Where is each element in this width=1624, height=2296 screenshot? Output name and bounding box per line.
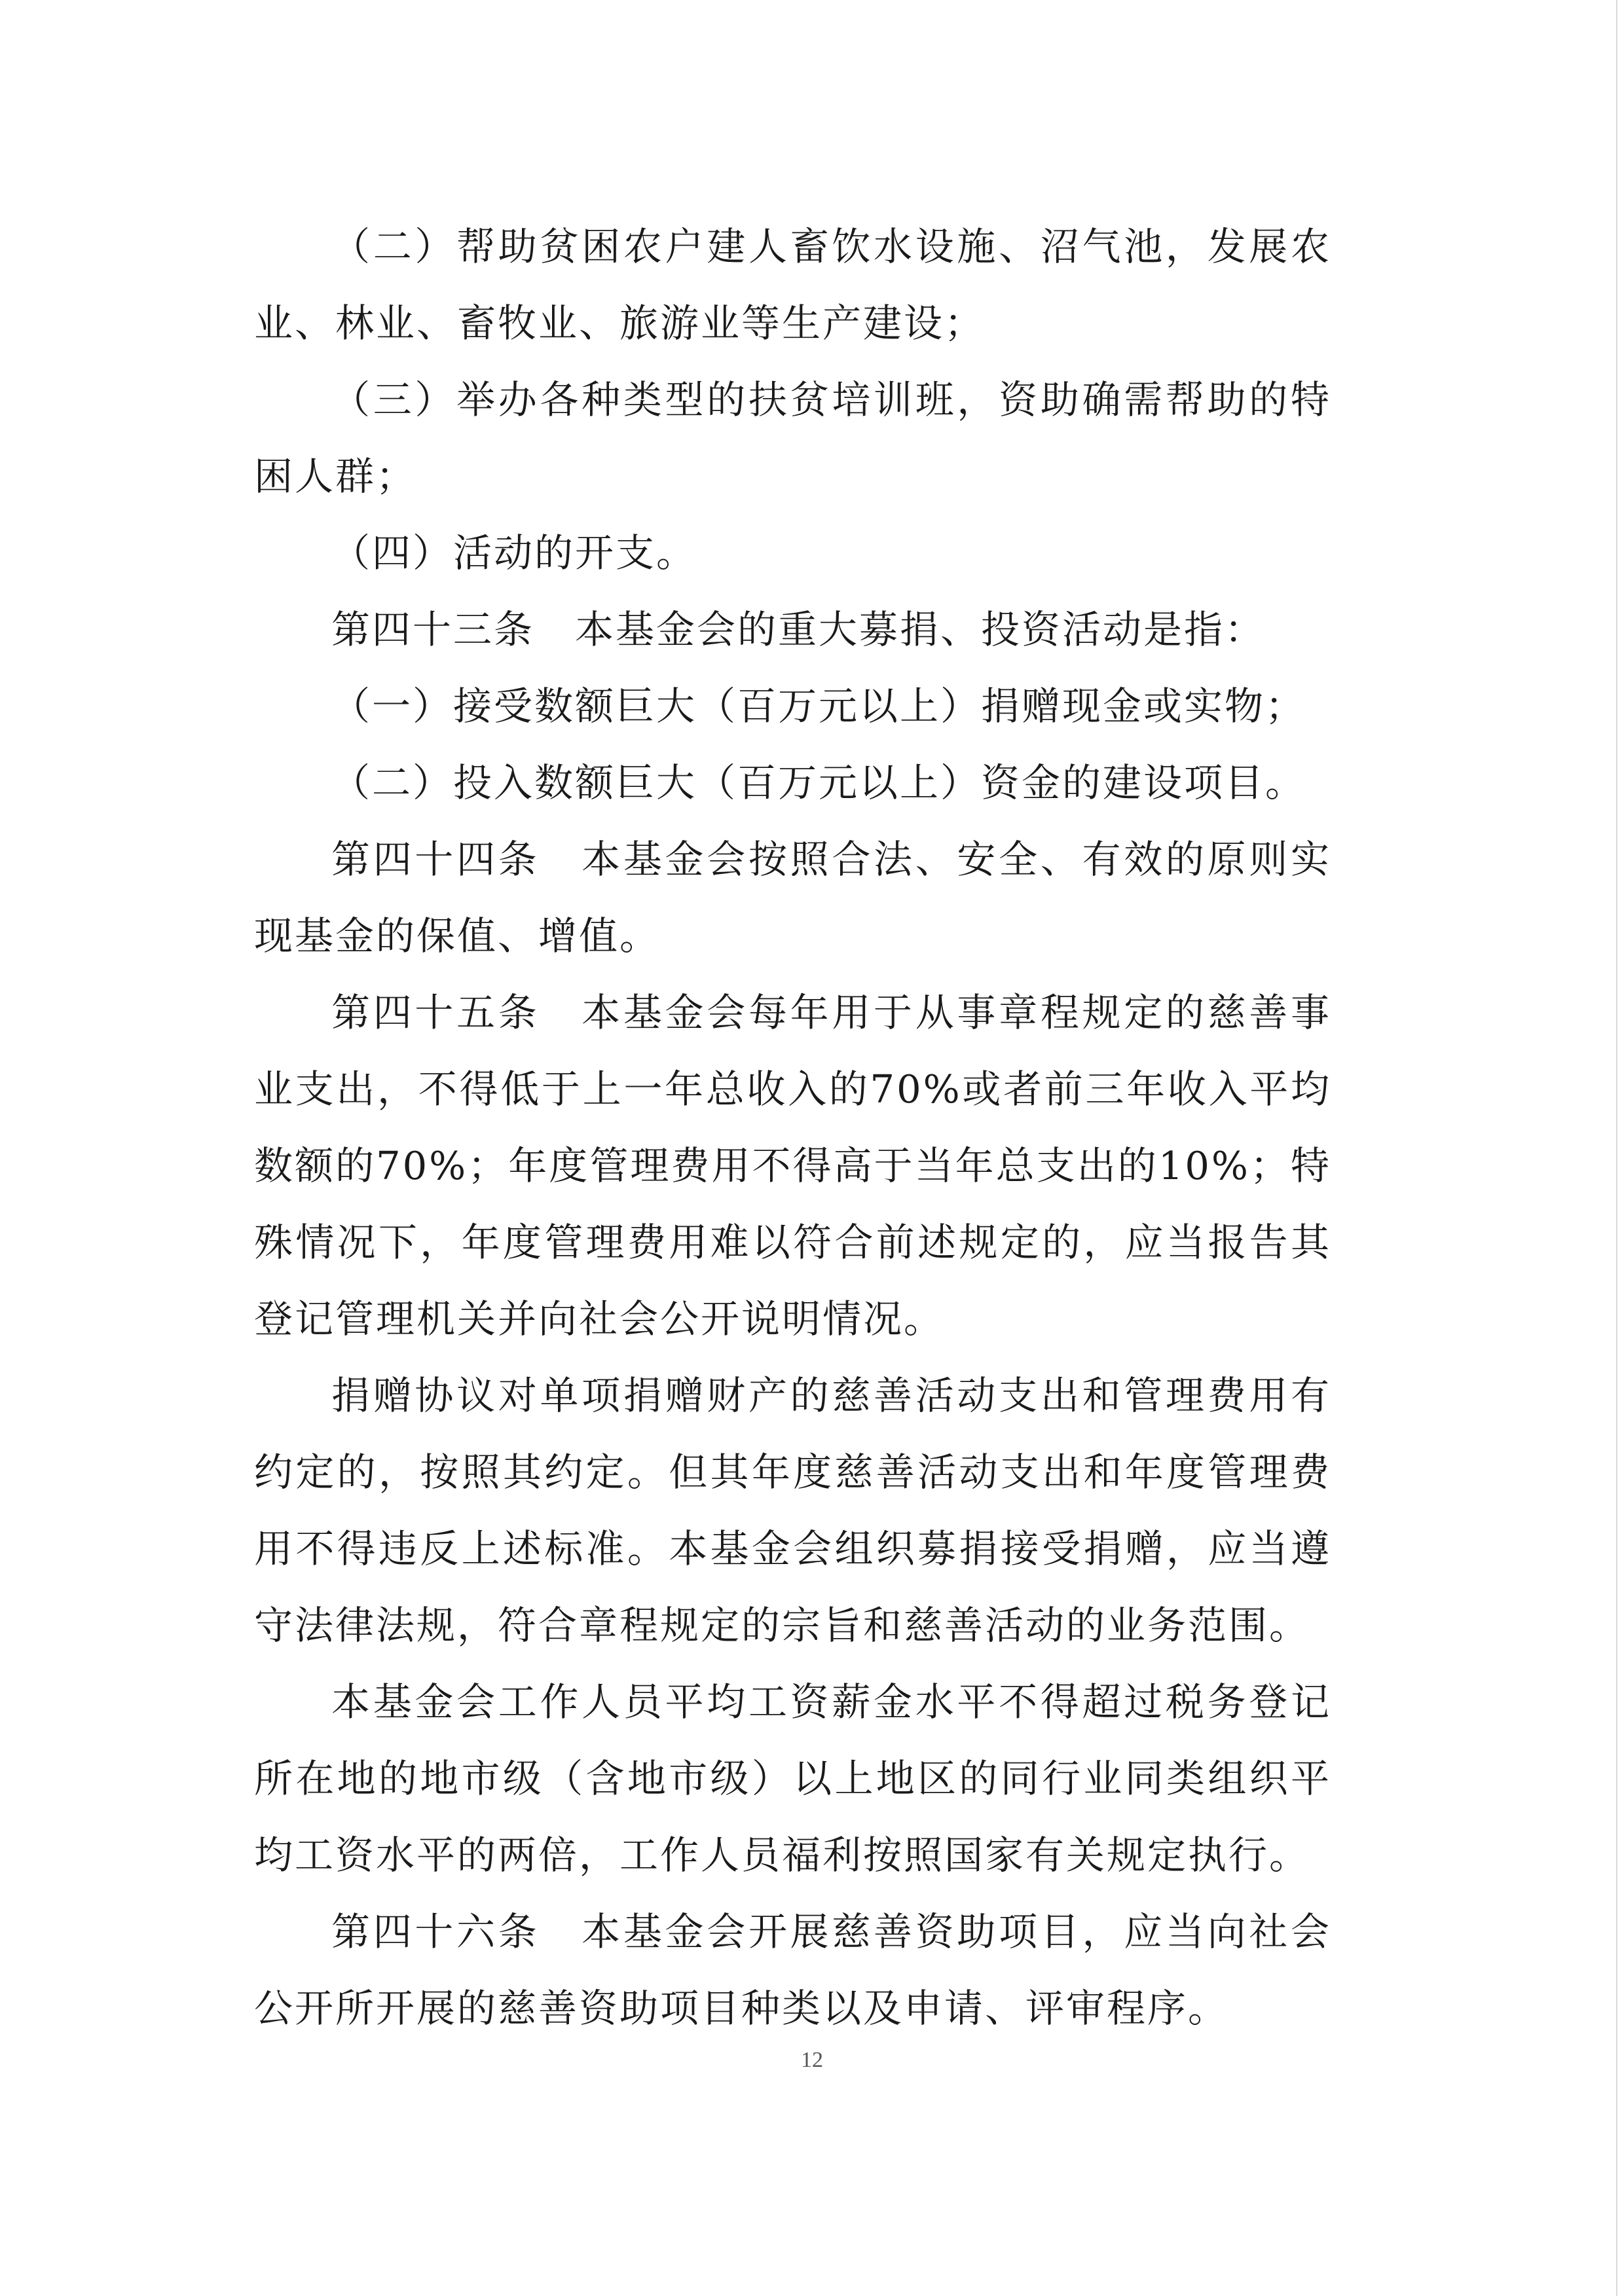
paragraph-article-43-item-1: （一）接受数额巨大（百万元以上）捐赠现金或实物；	[331, 683, 1306, 729]
paragraph-staff-salary: 本基金会工作人员平均工资薪金水平不得超过税务登记所在地的地市级（含地市级）以上地区的同行业同类组织平均工资水平的两倍，工作人员福利按照国家有关规定执行。	[254, 1679, 1331, 1878]
paragraph-article-45: 第四十五条 本基金会每年用于从事章程规定的慈善事业支出，不得低于上一年总收入的70%或者前三年收入平均数额的70%；年度管理费用不得高于当年总支出的10%；特殊情况下，年度管理费用难以符合前述规定的，应当报告其登记管理机关并向社会公开说明情况。	[254, 990, 1331, 1341]
paragraph-article-44: 第四十四条 本基金会按照合法、安全、有效的原则实现基金的保值、增值。	[254, 837, 1331, 958]
paragraph-article-43-item-2: （二）投入数额巨大（百万元以上）资金的建设项目。	[331, 760, 1306, 805]
paragraph-donation-agreement: 捐赠协议对单项捐赠财产的慈善活动支出和管理费用有约定的，按照其约定。但其年度慈善活动支出和年度管理费用不得违反上述标准。本基金会组织募捐接受捐赠，应当遵守法律法规，符合章程规定的宗旨和慈善活动的业务范围。	[254, 1373, 1331, 1648]
paragraph-article-43: 第四十三条 本基金会的重大募捐、投资活动是指：	[331, 607, 1266, 652]
paragraph-item-3-training: （三）举办各种类型的扶贫培训班，资助确需帮助的特困人群；	[254, 377, 1331, 499]
page-number: 12	[801, 2048, 823, 2072]
paragraph-item-4-expenses: （四）活动的开支。	[331, 530, 697, 575]
scan-edge-line	[1616, 0, 1617, 2296]
paragraph-article-46: 第四十六条 本基金会开展慈善资助项目，应当向社会公开所开展的慈善资助项目种类以及申请、评审程序。	[254, 1909, 1331, 2031]
document-body	[254, 208, 1331, 2047]
paragraph-item-2-assistance: （二）帮助贫困农户建人畜饮水设施、沼气池，发展农业、林业、畜牧业、旅游业等生产建设；	[254, 224, 1331, 346]
